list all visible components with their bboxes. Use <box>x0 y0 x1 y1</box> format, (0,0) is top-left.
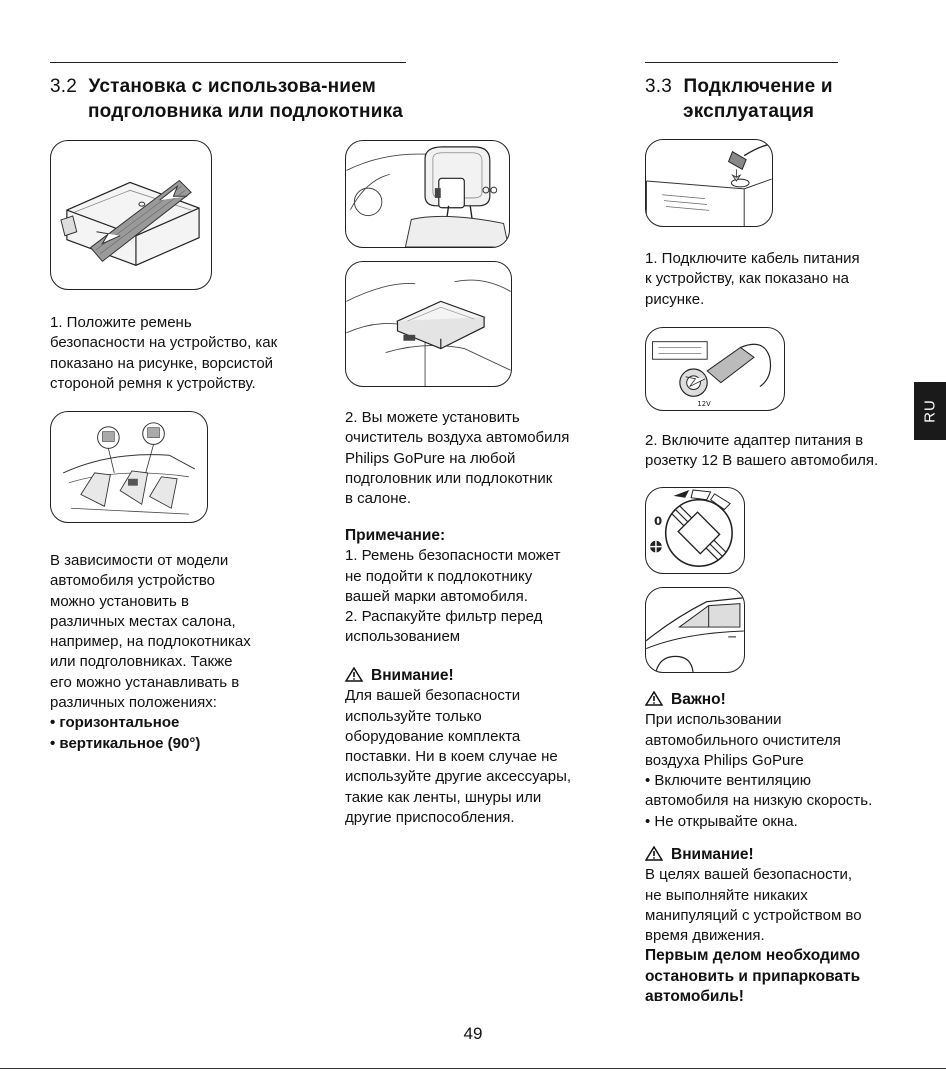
note-line: использованием <box>345 628 461 646</box>
col2-step2-line: в салоне. <box>345 490 412 508</box>
col2-step2-line: Philips GoPure на любой <box>345 449 516 467</box>
col1-text-line: можно установить в <box>50 592 189 610</box>
col1-step1-line: стороной ремня к устройству. <box>50 374 256 392</box>
note-line: не подойти к подлокотнику <box>345 567 533 585</box>
section-3-3-rule <box>645 62 838 63</box>
col1-text-line: или подголовниках. Также <box>50 653 233 671</box>
col3-warning-line: время движения. <box>645 927 765 945</box>
col2-step2-line: очиститель воздуха автомобиля <box>345 429 570 447</box>
col1-text-line: его можно устанавливать в <box>50 673 240 691</box>
power-cable-device-figure <box>645 139 773 227</box>
section-3-3-title-line1: Подключение и <box>683 76 833 97</box>
important-line: • Включите вентиляцию <box>645 772 812 790</box>
section-3-2-number: 3.2 <box>50 76 78 97</box>
warning-triangle-icon <box>645 691 663 706</box>
col2-step2-line: 2. Вы можете установить <box>345 409 520 426</box>
col3-warning-line: В целях вашей безопасности, <box>645 866 853 884</box>
section-3-3-number: 3.3 <box>645 76 673 97</box>
section-3-3-heading <box>645 74 833 124</box>
note-title: Примечание: <box>345 527 446 544</box>
section-3-2-rule <box>50 62 406 63</box>
socket-voltage-label: 12V <box>697 400 711 409</box>
belt-on-device-figure <box>50 140 212 290</box>
col2-step2-line: подголовник или подлокотник <box>345 469 553 487</box>
col3-step1-text <box>645 249 910 310</box>
col3-important <box>645 690 910 832</box>
col1-step1-line: безопасности на устройство, как <box>50 334 278 352</box>
note-line: 1. Ремень безопасности может <box>345 547 561 565</box>
page-number: 49 <box>463 1024 483 1043</box>
col2-warning-line: используйте другие аксессуары, <box>345 768 572 786</box>
col3-step2-line: 2. Включите адаптер питания в <box>645 432 864 449</box>
fan-zero-label: 0 <box>653 514 663 529</box>
note-line: вашей марки автомобиля. <box>345 587 528 605</box>
col1-text-line: например, на подлокотниках <box>50 633 251 651</box>
col3-warning-line: манипуляций с устройством во <box>645 906 862 924</box>
col1-step1-line: показано на рисунке, ворсистой <box>50 354 274 372</box>
col3-step1-line: к устройству, как показано на <box>645 270 849 288</box>
note-line: 2. Распакуйте фильтр перед <box>345 608 543 626</box>
warning-triangle-icon <box>345 667 363 682</box>
col1-text-line: различных положениях: <box>50 694 217 712</box>
col1-step1-line: 1. Положите ремень <box>50 314 192 331</box>
col3-warning <box>645 845 910 1007</box>
closed-window-figure <box>645 587 745 673</box>
car-interior-mounts-figure <box>50 411 208 523</box>
col3-warning-line: не выполняйте никаких <box>645 886 808 904</box>
important-line: воздуха Philips GoPure <box>645 751 804 769</box>
col2-step2-text <box>345 408 605 509</box>
language-tab-label: RU <box>921 399 939 423</box>
section-3-2-heading <box>50 74 403 124</box>
col2-warning-line: такие как ленты, шнуры или <box>345 788 542 806</box>
col1-text-line: В зависимости от модели <box>50 552 229 569</box>
col2-warning <box>345 666 605 828</box>
col3-step1-line: 1. Подключите кабель питания <box>645 250 860 267</box>
col1-placement-text <box>50 551 310 754</box>
bullet-vertical: • вертикальное (90°) <box>50 734 201 752</box>
headrest-mount-figure <box>345 140 510 248</box>
col2-warning-line: используйте только <box>345 707 482 725</box>
section-3-2-title-line2: подголовника или подлокотника <box>88 101 404 122</box>
col2-warning-line: поставки. Ни в коем случае не <box>345 748 558 766</box>
col2-warning-title: Внимание! <box>371 667 454 684</box>
col3-step1-line: рисунке. <box>645 290 705 308</box>
important-heading <box>645 690 910 710</box>
footer-rule <box>0 1068 946 1069</box>
col1-step1-text <box>50 313 310 394</box>
car-socket-adapter-figure <box>645 327 785 411</box>
col3-warning-bold-line: автомобиль! <box>645 988 744 1006</box>
section-3-2-title-line1: Установка с использова-нием <box>88 76 376 97</box>
col2-warning-heading <box>345 666 605 686</box>
important-line: автомобильного очистителя <box>645 731 841 749</box>
important-line: автомобиля на низкую скорость. <box>645 792 873 810</box>
col3-warning-heading <box>645 845 910 865</box>
armrest-mount-figure <box>345 261 512 387</box>
warning-triangle-icon <box>645 846 663 861</box>
col3-step2-line: розетку 12 В вашего автомобиля. <box>645 452 879 470</box>
col2-warning-line: оборудование комплекта <box>345 727 521 745</box>
section-3-3-title-line2: эксплуатация <box>683 101 815 122</box>
col3-warning-bold-line: Первым делом необходимо <box>645 947 861 965</box>
important-line: При использовании <box>645 711 782 729</box>
important-line: • Не открывайте окна. <box>645 812 798 830</box>
col3-step2-text <box>645 431 910 472</box>
col3-warning-bold-line: остановить и припарковать <box>645 967 861 985</box>
col2-warning-line: другие приспособления. <box>345 809 515 827</box>
col2-warning-line: Для вашей безопасности <box>345 687 521 705</box>
col3-warning-title: Внимание! <box>671 846 754 863</box>
fan-speed-dial-figure <box>645 487 745 574</box>
col1-text-line: автомобиля устройство <box>50 572 215 590</box>
col1-text-line: различных местах салона, <box>50 612 236 630</box>
col2-note <box>345 526 605 648</box>
bullet-horizontal: • горизонтальное <box>50 714 180 732</box>
important-title: Важно! <box>671 691 726 708</box>
language-tab <box>914 382 946 440</box>
